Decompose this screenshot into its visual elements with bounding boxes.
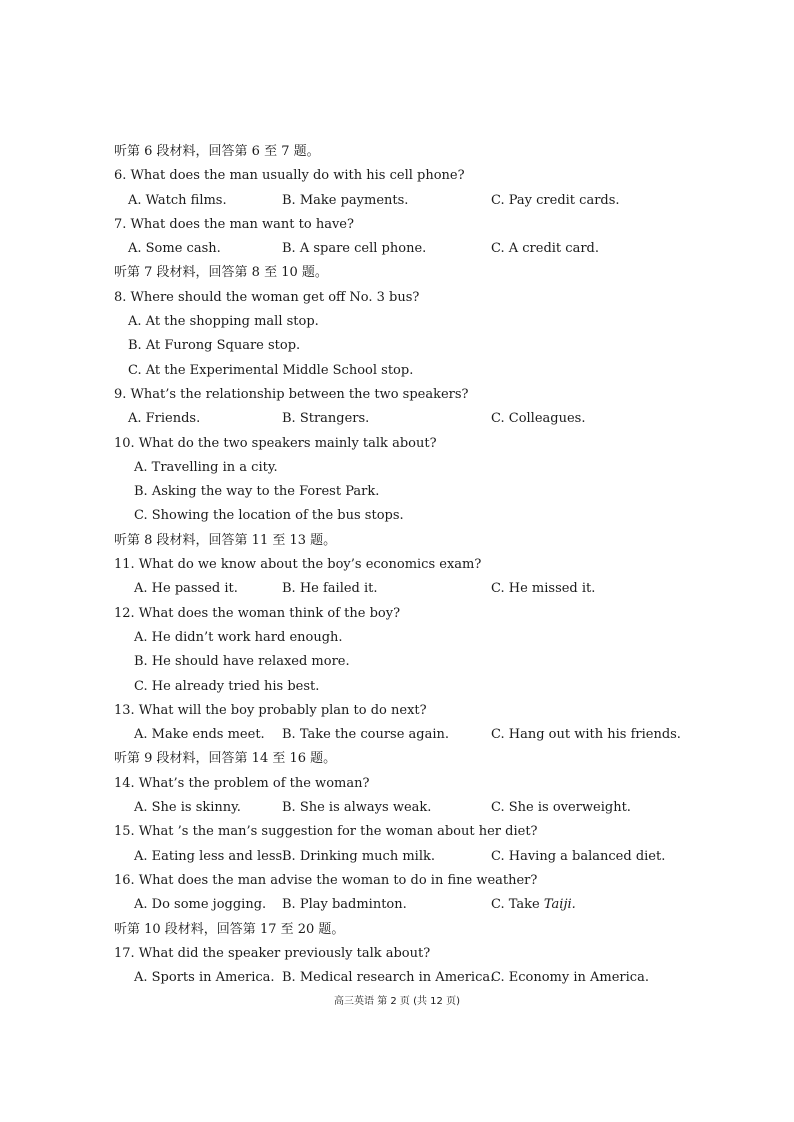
option-row (114, 847, 674, 871)
option-a (134, 895, 266, 915)
option-a (134, 847, 286, 867)
option-text: B. He should have relaxed more. (134, 654, 350, 670)
option-b (282, 239, 426, 259)
option-b (282, 191, 408, 211)
option-line (114, 312, 674, 336)
question-stem: 15. What ’s the man’s suggestion for the woman about her diet? (114, 824, 538, 840)
option (134, 677, 319, 697)
option-c (491, 239, 599, 259)
option-a (134, 968, 275, 988)
option-c-text: C. A credit card. (491, 241, 599, 257)
option-a-text: A. Make ends meet. (134, 727, 265, 743)
option-row (114, 239, 674, 263)
option-a (128, 239, 221, 259)
option-row (114, 579, 674, 603)
option-c-text: C. Colleagues. (491, 411, 586, 427)
question-stem: 14. What’s the problem of the woman? (114, 775, 370, 791)
option (134, 652, 350, 672)
option-b-text: B. She is always weak. (282, 800, 432, 816)
option (128, 312, 319, 332)
option-line (114, 652, 674, 676)
option-a-text: A. Watch films. (128, 192, 227, 208)
option (134, 482, 379, 502)
option-b (282, 409, 369, 429)
option-c-text: C. He missed it. (491, 581, 596, 597)
option-b (282, 725, 449, 745)
option-c-italic: Taiji. (543, 897, 576, 913)
question-stem: 17. What did the speaker previously talk about? (114, 945, 431, 961)
option-b-text: B. Make payments. (282, 192, 409, 208)
option-a (128, 191, 227, 211)
option-a (134, 579, 238, 599)
option-c-text: C. Economy in America. (491, 970, 649, 986)
option-b-text: B. Drinking much milk. (282, 848, 435, 864)
option-row (114, 895, 674, 919)
option-c-text: C. Take (491, 897, 544, 913)
option-a-text: A. Sports in America. (134, 970, 275, 986)
option-row (114, 409, 674, 433)
option-row (114, 968, 674, 992)
question-stem: 13. What will the boy probably plan to do next? (114, 702, 427, 718)
section-heading: 听第 8 段材料，回答第 11 至 13 题。 (114, 532, 337, 548)
option-c (491, 191, 620, 211)
option-a (134, 725, 265, 745)
option-line (114, 361, 674, 385)
option (134, 506, 404, 526)
option-c (491, 847, 665, 867)
option-c (491, 895, 576, 915)
option-row (114, 798, 674, 822)
question-stem: 6. What does the man usually do with his cell phone? (114, 168, 465, 184)
option-b-text: B. A spare cell phone. (282, 241, 427, 257)
question-stem: 9. What’s the relationship between the two speakers? (114, 386, 469, 402)
section-heading: 听第 10 段材料，回答第 17 至 20 题。 (114, 921, 345, 937)
option-c (491, 409, 585, 429)
option-row (114, 191, 674, 215)
option-c-text: C. Hang out with his friends. (491, 727, 681, 743)
option-line (114, 677, 674, 701)
option-b (282, 895, 407, 915)
question-stem: 8. Where should the woman get off No. 3 bus? (114, 289, 420, 305)
question-stem: 10. What do the two speakers mainly talk about? (114, 435, 437, 451)
option-c-text: C. She is overweight. (491, 800, 631, 816)
page-footer: 高三英语 第 2 页 (共 12 页) (334, 996, 460, 1007)
option-b (282, 798, 431, 818)
option-text: C. Showing the location of the bus stops. (134, 508, 404, 524)
option-text: A. He didn’t work hard enough. (134, 629, 343, 645)
option (128, 361, 413, 381)
question-stem: 12. What does the woman think of the boy? (114, 605, 401, 621)
section-heading: 听第 7 段材料，回答第 8 至 10 题。 (114, 265, 328, 281)
option-text: B. Asking the way to the Forest Park. (134, 484, 380, 500)
option-b-text: B. Take the course again. (282, 727, 450, 743)
option-text: C. At the Experimental Middle School stop. (128, 362, 414, 378)
option (128, 336, 300, 356)
option-b (282, 847, 435, 867)
option-b-text: B. Medical research in America. (282, 970, 495, 986)
option-a (134, 798, 241, 818)
option-c-text: C. Pay credit cards. (491, 192, 620, 208)
option-line (114, 336, 674, 360)
option-c (491, 968, 649, 988)
option (134, 628, 343, 648)
option-a-text: A. She is skinny. (134, 800, 241, 816)
option-text: A. At the shopping mall stop. (128, 314, 319, 330)
option-b-text: B. Strangers. (282, 411, 370, 427)
question-stem: 11. What do we know about the boy’s economics exam? (114, 557, 482, 573)
section-heading: 听第 6 段材料，回答第 6 至 7 题。 (114, 144, 320, 159)
question-list (114, 142, 681, 992)
section-heading: 听第 9 段材料，回答第 14 至 16 题。 (114, 751, 337, 767)
option-c (491, 579, 595, 599)
option-a-text: A. Friends. (128, 411, 201, 427)
option-c (491, 798, 631, 818)
option (134, 458, 278, 478)
option-a-text: A. Do some jogging. (134, 897, 267, 913)
option-line (114, 628, 674, 652)
option-text: A. Travelling in a city. (134, 459, 278, 475)
option-a-text: A. He passed it. (134, 581, 238, 597)
option-row (114, 725, 681, 749)
option-line (114, 482, 674, 506)
option-line (114, 458, 674, 482)
option-a-text: A. Eating less and less. (134, 848, 287, 864)
option-b-text: B. Play badminton. (282, 897, 407, 913)
option-c (491, 725, 681, 745)
question-stem: 16. What does the man advise the woman to do in fine weather? (114, 872, 538, 888)
option-text: B. At Furong Square stop. (128, 338, 301, 354)
option-c-text: C. Having a balanced diet. (491, 848, 666, 864)
option-b (282, 968, 494, 988)
question-stem: 7. What does the man want to have? (114, 216, 354, 232)
option-a-text: A. Some cash. (128, 241, 221, 257)
option-text: C. He already tried his best. (134, 678, 320, 694)
option-a (128, 409, 200, 429)
option-b-text: B. He failed it. (282, 581, 378, 597)
option-line (114, 506, 674, 530)
option-b (282, 579, 378, 599)
